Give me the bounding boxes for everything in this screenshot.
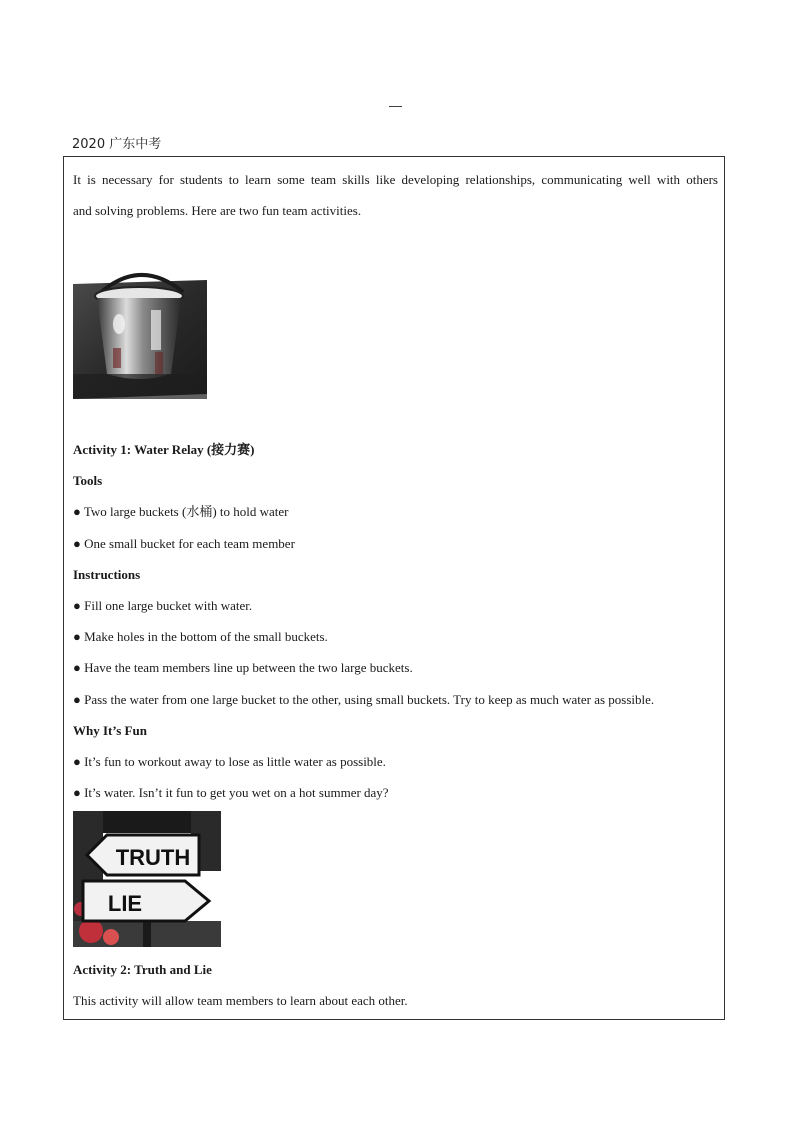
instructions-heading: Instructions — [73, 567, 141, 582]
instruction-item-3: ● Have the team members line up between the two large buckets. — [73, 660, 413, 675]
intro-line-2: and solving problems. Here are two fun team activities. — [73, 203, 362, 218]
instruction-item-2: ● Make holes in the bottom of the small buckets. — [73, 629, 328, 644]
tools-item-2: ● One small bucket for each team member — [73, 536, 295, 551]
bucket-image — [73, 262, 207, 399]
why-fun-item-2: ● It’s water. Isn’t it fun to get you wet on a hot summer day? — [73, 785, 389, 800]
instruction-item-4: ● Pass the water from one large bucket to the other, using small buckets. Try to keep as much water as possible. — [73, 692, 655, 707]
activity2-description: This activity will allow team members to learn about each other. — [73, 993, 408, 1008]
instruction-item-1: ● Fill one large bucket with water. — [73, 598, 253, 613]
why-fun-item-1: ● It’s fun to workout away to lose as little water as possible. — [73, 754, 386, 769]
page-header-mark: — — [389, 98, 402, 113]
sign-truth-text: TRUTH — [115, 845, 191, 870]
intro-line-1: It is necessary for students to learn some team skills like developing relationships, communicating well with others — [73, 172, 718, 187]
truth-lie-sign-image — [73, 811, 221, 947]
sign-lie-text: LIE — [107, 891, 143, 916]
activity2-title: Activity 2: Truth and Lie — [73, 962, 212, 977]
tools-heading: Tools — [73, 473, 103, 488]
activity1-title: Activity 1: Water Relay (接力赛) — [73, 442, 255, 457]
tools-item-1: ● Two large buckets (水桶) to hold water — [73, 504, 289, 519]
exam-label: 2020 广东中考 — [72, 137, 162, 152]
why-fun-heading: Why It’s Fun — [73, 723, 147, 738]
